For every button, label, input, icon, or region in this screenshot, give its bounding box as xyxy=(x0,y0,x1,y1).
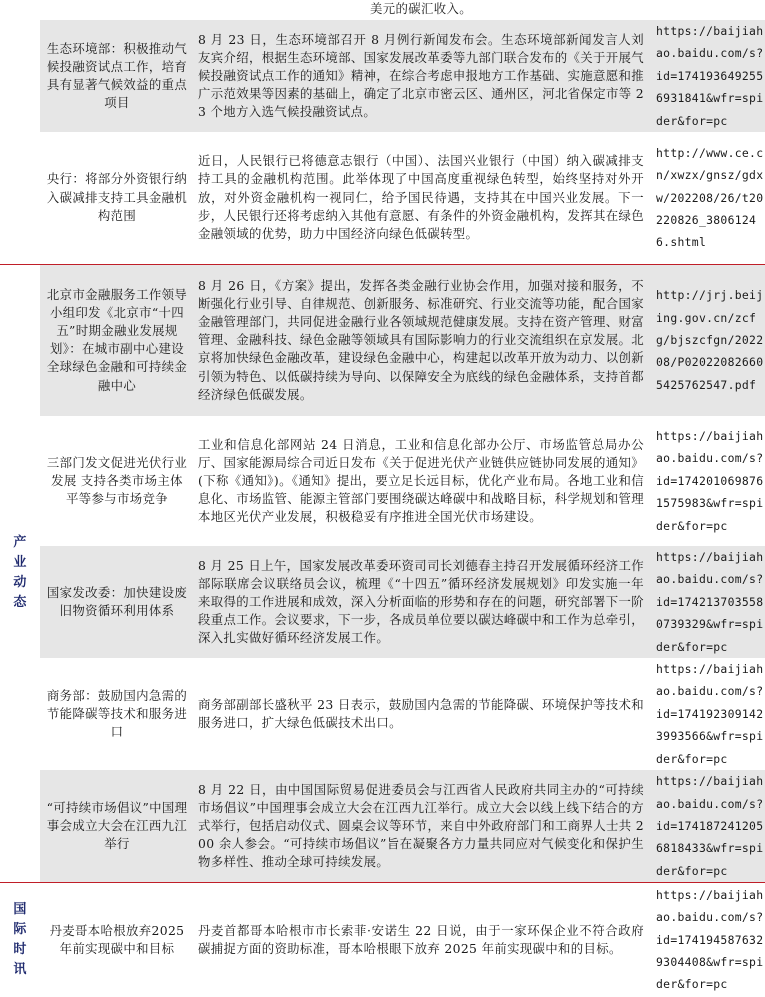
table-row xyxy=(0,883,765,997)
news-title: “可持续市场倡议”中国理事会成立大会在江西九江举行 xyxy=(40,770,192,883)
news-link[interactable]: https://baijiahao.baidu.com/s?id=1742010698761575983&wfr=spider&for=pc xyxy=(656,429,764,533)
news-link[interactable] xyxy=(650,0,765,20)
news-link[interactable]: https://baijiahao.baidu.com/s?id=1741923091423993566&wfr=spider&for=pc xyxy=(656,662,764,766)
news-summary: 美元的碳汇收入。 xyxy=(370,1,472,16)
table-row xyxy=(0,416,765,546)
news-summary: 8 月 23 日，生态环境部召开 8 月例行新闻发布会。生态环境部新闻发言人刘友宾介绍，根据生态环境部、国家发展改革委等九部门联合发布的《关于开展气候投融资试点工作的通知》精神，在综合考虑申报地方工作基础、实施意愿和推广示范效果等因素的基础上，确定了北京市密云区、通州区，河北省保定市等 23 个地方入选气候投融资试点。 xyxy=(192,20,650,132)
category-international xyxy=(0,883,40,997)
category-industry xyxy=(0,264,40,883)
news-title: 北京市金融服务工作领导小组印发《北京市“十四五”时期金融业发展规划》：在城市副中心建设全球绿色金融和可持续金融中心 xyxy=(40,264,192,416)
news-title: 央行：将部分外资银行纳入碳减排支持工具金融机构范围 xyxy=(46,171,188,223)
news-link[interactable]: https://baijiahao.baidu.com/s?id=1741872412056818433&wfr=spider&for=pc xyxy=(650,770,765,883)
news-summary: 8 月 26 日，《方案》提出，发挥各类金融行业协会作用，加强对接和服务，不断强化行业引导、自律规范、创新服务、标准研究、行业交流等功能，配合国家金融管理部门，共同促进金融行业各领域规范健康发展。支持在资产管理、财富管理、金融科技、绿色金融等领域具有国际影响力的行业交流组织在京发展。北京将加快绿色金融改革，建设绿色金融中心，构建起以改革开放为动力、以创新引领为特色、以低碳持续为导向、以保障安全为底线的绿色金融体系，支持首都经济绿色低碳发展。 xyxy=(192,264,650,416)
news-title: 商务部：鼓励国内急需的节能降碳等技术和服务进口 xyxy=(46,687,188,740)
table-row xyxy=(0,264,765,416)
news-link[interactable]: https://baijiahao.baidu.com/s?id=1741945876329304408&wfr=spider&for=pc xyxy=(650,883,765,997)
news-summary: 近日，人民银行已将德意志银行（中国）、法国兴业银行（中国）纳入碳减排支持工具的金融机构范围。此举体现了中国高度重视绿色转型，始终坚持对外开放，对外资金融机构一视同仁，给予国民待遇，支持其在中国兴业发展。下一步，人民银行还将考虑纳入其他有意愿、有条件的外资金融机构，发挥其在绿色金融领域的优势，助力中国经济向绿色低碳转型。 xyxy=(198,153,644,242)
news-title: 生态环境部：积极推动气候投融资试点工作，培育具有显著气候效益的重点项目 xyxy=(40,20,192,132)
category-cell xyxy=(0,0,40,20)
news-summary: 工业和信息化部网站 24 日消息，工业和信息化部办公厅、市场监管总局办公厅、国家能源局综合司近日发布《关于促进光伏产业链供应链协同发展的通知》(下称《通知》)。《通知》提出，要立足长远目标，优化产业布局。各地工业和信息化、市场监管、能源主管部门要围绕碳达峰碳中和战略目标，科学规划和管理本地区光伏产业发展，积极稳妥有序推进全国光伏市场建设。 xyxy=(198,436,644,525)
news-title: 国家发改委：加快建设废旧物资循环利用体系 xyxy=(40,546,192,658)
news-title: 丹麦哥本哈根放弃2025年前实现碳中和目标 xyxy=(40,883,192,997)
table-row xyxy=(0,770,765,883)
news-title: 三部门发文促进光伏行业发展 支持各类市场主体平等参与市场竞争 xyxy=(46,454,188,507)
category-label: 产业动态 xyxy=(13,535,27,611)
news-summary: 8 月 22 日，由中国国际贸易促进委员会与江西省人民政府共同主办的“可持续市场倡议”中国理事会成立大会在江西九江举行。成立大会以线上线下结合的方式举行，包括启动仪式、圆桌会议等环节，来自中外政府部门和工商界人士共 200 余人参会。“可持续市场倡议”旨在凝聚各方力量共同应对气候变化和保护生物多样性、推动全球可持续发展。 xyxy=(192,770,650,883)
news-summary: 丹麦首都哥本哈根市市长索菲·安诺生 22 日说，由于一家环保企业不符合政府碳捕捉方面的资助标准，哥本哈根眼下放弃 2025 年前实现碳中和的目标。 xyxy=(192,883,650,997)
news-link[interactable]: https://baijiahao.baidu.com/s?id=1742137035580739329&wfr=spider&for=pc xyxy=(650,546,765,658)
table-row xyxy=(0,0,765,20)
category-cell xyxy=(0,132,40,264)
news-summary: 商务部副部长盛秋平 23 日表示，鼓励国内急需的节能降碳、环境保护等技术和服务进口，扩大绿色低碳技术出口。 xyxy=(198,696,644,731)
news-link[interactable]: http://jrj.beijing.gov.cn/zcfg/bjszcfgn/202208/P020220826605425762547.pdf xyxy=(650,264,765,416)
category-cell xyxy=(0,20,40,132)
category-label: 国际时讯 xyxy=(13,901,27,977)
table-row xyxy=(0,658,765,770)
table-row xyxy=(0,132,765,264)
table-row xyxy=(0,20,765,132)
news-link[interactable]: https://baijiahao.baidu.com/s?id=1741936492556931841&wfr=spider&for=pc xyxy=(650,20,765,132)
news-link[interactable]: http://www.ce.cn/xwzx/gnsz/gdxw/202208/26/t20220826_38061246.shtml xyxy=(656,145,764,250)
table-row xyxy=(0,546,765,658)
news-title xyxy=(40,0,192,20)
news-summary: 8 月 25 日上午，国家发展改革委环资司司长刘德春主持召开发展循环经济工作部际联席会议联络员会议，梳理《“十四五”循环经济发展规划》印发实施一年来取得的工作进展和成效，深入分析面临的形势和存在的问题，研究部署下一阶段重点工作。会议要求，下一步，各成员单位要以碳达峰碳中和工作为总牵引，深入扎实做好循环经济发展工作。 xyxy=(192,546,650,658)
